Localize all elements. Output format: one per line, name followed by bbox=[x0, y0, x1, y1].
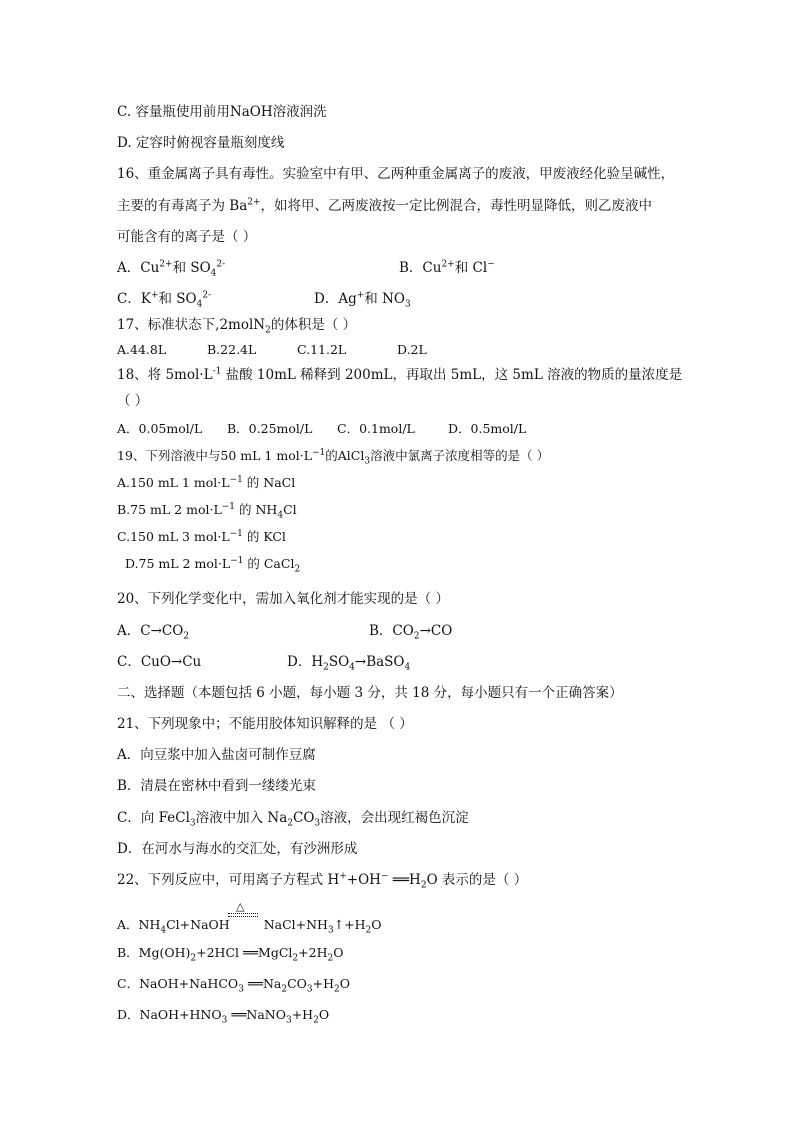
q19-stem: 19、下列溶液中与50 mL 1 $mol\cdot L^{-1}$的AlCl$_3$溶液中氯离子浓度相等的是（ ） bbox=[117, 447, 550, 467]
q16-stem-line1: 16、重金属离子具有毒性。实验室中有甲、乙两种重金属离子的废液，甲废液经化验呈碱性， bbox=[117, 166, 675, 182]
q21-option-a: A．向豆浆中加入盐卤可制作豆腐 bbox=[117, 747, 316, 763]
q18-option-d: D．0.5mol/L bbox=[448, 421, 527, 436]
q20-option-c: C．CuO→Cu bbox=[117, 654, 202, 670]
q21-option-c: C．向 FeCl$_3$溶液中加入 $Na_2CO_3$溶液，会出现红褐色沉淀 bbox=[117, 810, 469, 829]
q18-paren: （ ） bbox=[117, 393, 149, 409]
q16-option-d: D．Ag+和 $NO_3$ bbox=[314, 290, 411, 310]
q20-option-b: B．$CO_2\to CO$ bbox=[369, 623, 453, 642]
q16-option-a: A．$Cu^{2+}$和 $SO_4^{2-}$ bbox=[117, 259, 226, 279]
q16-stem-line3: 可能含有的离子是（ ） bbox=[117, 229, 257, 245]
q15-option-d: D. 定容时俯视容量瓶刻度线 bbox=[117, 135, 285, 151]
q17-option-b: B.22.4L bbox=[207, 342, 257, 357]
q18-stem: 18、将 $5mol\cdot L^{-1}$ 盐酸 10mL 稀释到 200mL，再取出 5mL，这 5mL 溶液的物质的量浓度是 bbox=[117, 366, 683, 383]
q17-option-a: A.44.8L bbox=[117, 342, 167, 357]
q15-option-c: C. 容量瓶使用前用NaOH溶液润洗 bbox=[117, 104, 327, 120]
q19-option-c: C.150 mL 3 $mol\cdot L^{-1}$ 的 KCl bbox=[117, 528, 286, 544]
q16-option-c: C．K+和 $SO_4^{2-}$ bbox=[117, 290, 212, 310]
q19-option-d: D.75 mL 2 $mol\cdot L^{-1}$ 的 CaCl$_2$ bbox=[125, 555, 301, 575]
q21-option-b: B．清晨在密林中看到一缕缕光束 bbox=[117, 778, 316, 794]
q18-option-a: A．0.05mol/L bbox=[117, 421, 203, 436]
q22-option-c: C．NaOH+NaHCO$_3$ $══Na_2CO_3+H_2O$ bbox=[117, 976, 350, 995]
q22-option-b: B．$Mg(OH)_2+2HCl$ $══MgCl_2+2H_2O$ bbox=[117, 945, 344, 964]
q20-option-d: D．$H_2SO_4\to BaSO_4$ bbox=[287, 654, 411, 673]
q17-option-d: D.2L bbox=[397, 342, 427, 357]
q22-stem: 22、下列反应中，可用离子方程式 H++OH− $══H_2O$ 表示的是（ ） bbox=[117, 871, 528, 891]
q21-stem: 21、下列现象中；不能用胶体知识解释的是 （ ） bbox=[117, 716, 413, 732]
section-2-heading: 二、选择题（本题包括 6 小题，每小题 3 分，共 18 分，每小题只有一个正确答案） bbox=[117, 685, 623, 701]
q22-option-d: D．$NaOH+HNO_3$ $══NaNO_3+H_2O$ bbox=[117, 1007, 330, 1026]
q20-option-a: A．$C\to CO_2$ bbox=[117, 623, 190, 642]
q18-option-c: C．0.1mol/L bbox=[337, 421, 415, 436]
q20-stem: 20、下列化学变化中，需加入氧化剂才能实现的是（ ） bbox=[117, 591, 449, 607]
q18-option-b: B．0.25mol/L bbox=[227, 421, 313, 436]
q19-option-b: B.75 mL 2 $mol\cdot L^{-1}$ 的 $NH_4Cl$ bbox=[117, 501, 297, 521]
heating-triangle: △ bbox=[236, 900, 245, 913]
q19-option-a: A.150 mL 1 $mol\cdot L^{-1}$ 的 NaCl bbox=[117, 474, 296, 490]
q17-stem: 17、标准状态下,2molN$_2$的体积是（ ） bbox=[117, 317, 357, 336]
q21-option-d: D．在河水与海水的交汇处，有沙洲形成 bbox=[117, 841, 358, 857]
q16-stem-line2: 主要的有毒离子为 $Ba^{2+}$，如将甲、乙两废液按一定比例混合，毒性明显降低，则乙废液中 bbox=[117, 197, 653, 214]
q17-option-c: C.11.2L bbox=[297, 342, 347, 357]
q22-option-a: A．$NH_4Cl+NaOH$ $NaCl+NH_3↑+H_2O$ bbox=[117, 917, 382, 936]
q16-option-b: B．$Cu^{2+}$和 Cl− bbox=[399, 259, 495, 276]
